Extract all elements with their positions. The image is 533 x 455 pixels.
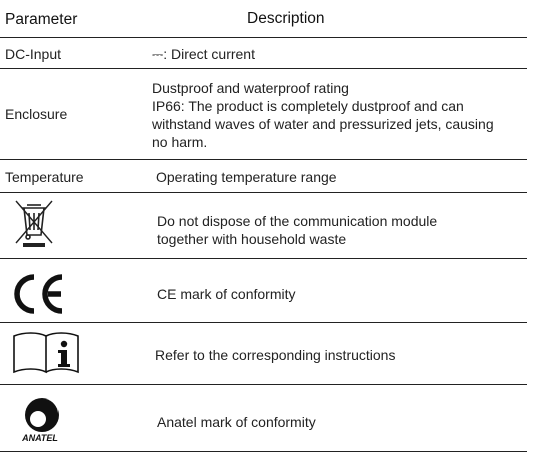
- anatel-logo-text: ANATEL: [22, 433, 58, 443]
- row-divider: [0, 159, 527, 160]
- row-divider: [0, 192, 527, 193]
- bottom-rule: [0, 451, 527, 452]
- header-divider: [0, 37, 527, 38]
- crossed-out-wheelie-bin-icon: [12, 199, 56, 249]
- row-temperature-parameter: Temperature: [5, 169, 84, 185]
- row-enclosure-parameter: Enclosure: [5, 106, 68, 122]
- row-anatel-description: Anatel mark of conformity: [157, 414, 316, 430]
- header-parameter: Parameter: [5, 11, 78, 28]
- row-ce-description: CE mark of conformity: [157, 286, 296, 302]
- row-dc-input-description: ⎓: Direct current: [152, 46, 255, 63]
- row-temperature-description: Operating temperature range: [156, 169, 337, 185]
- direct-current-symbol-icon: ⎓: [152, 47, 164, 63]
- instructions-book-icon: [12, 330, 82, 374]
- row-divider: [0, 68, 527, 69]
- row-enclosure-description: Dustproof and waterproof rating IP66: The product is completely dustproof and can withstand waves of water and pressurized jets, causing no harm.: [152, 80, 494, 150]
- row-dc-input-parameter: DC-Input: [5, 46, 62, 62]
- row-divider: [0, 384, 527, 385]
- header-description: Description: [247, 10, 325, 27]
- row-divider: [0, 258, 527, 259]
- row-instructions-description: Refer to the corresponding instructions: [155, 347, 396, 363]
- row-weee-description: Do not dispose of the communication module together with household waste: [157, 213, 438, 247]
- anatel-logo-icon: [16, 393, 66, 443]
- ce-mark-icon: [12, 273, 68, 315]
- row-divider: [0, 322, 527, 323]
